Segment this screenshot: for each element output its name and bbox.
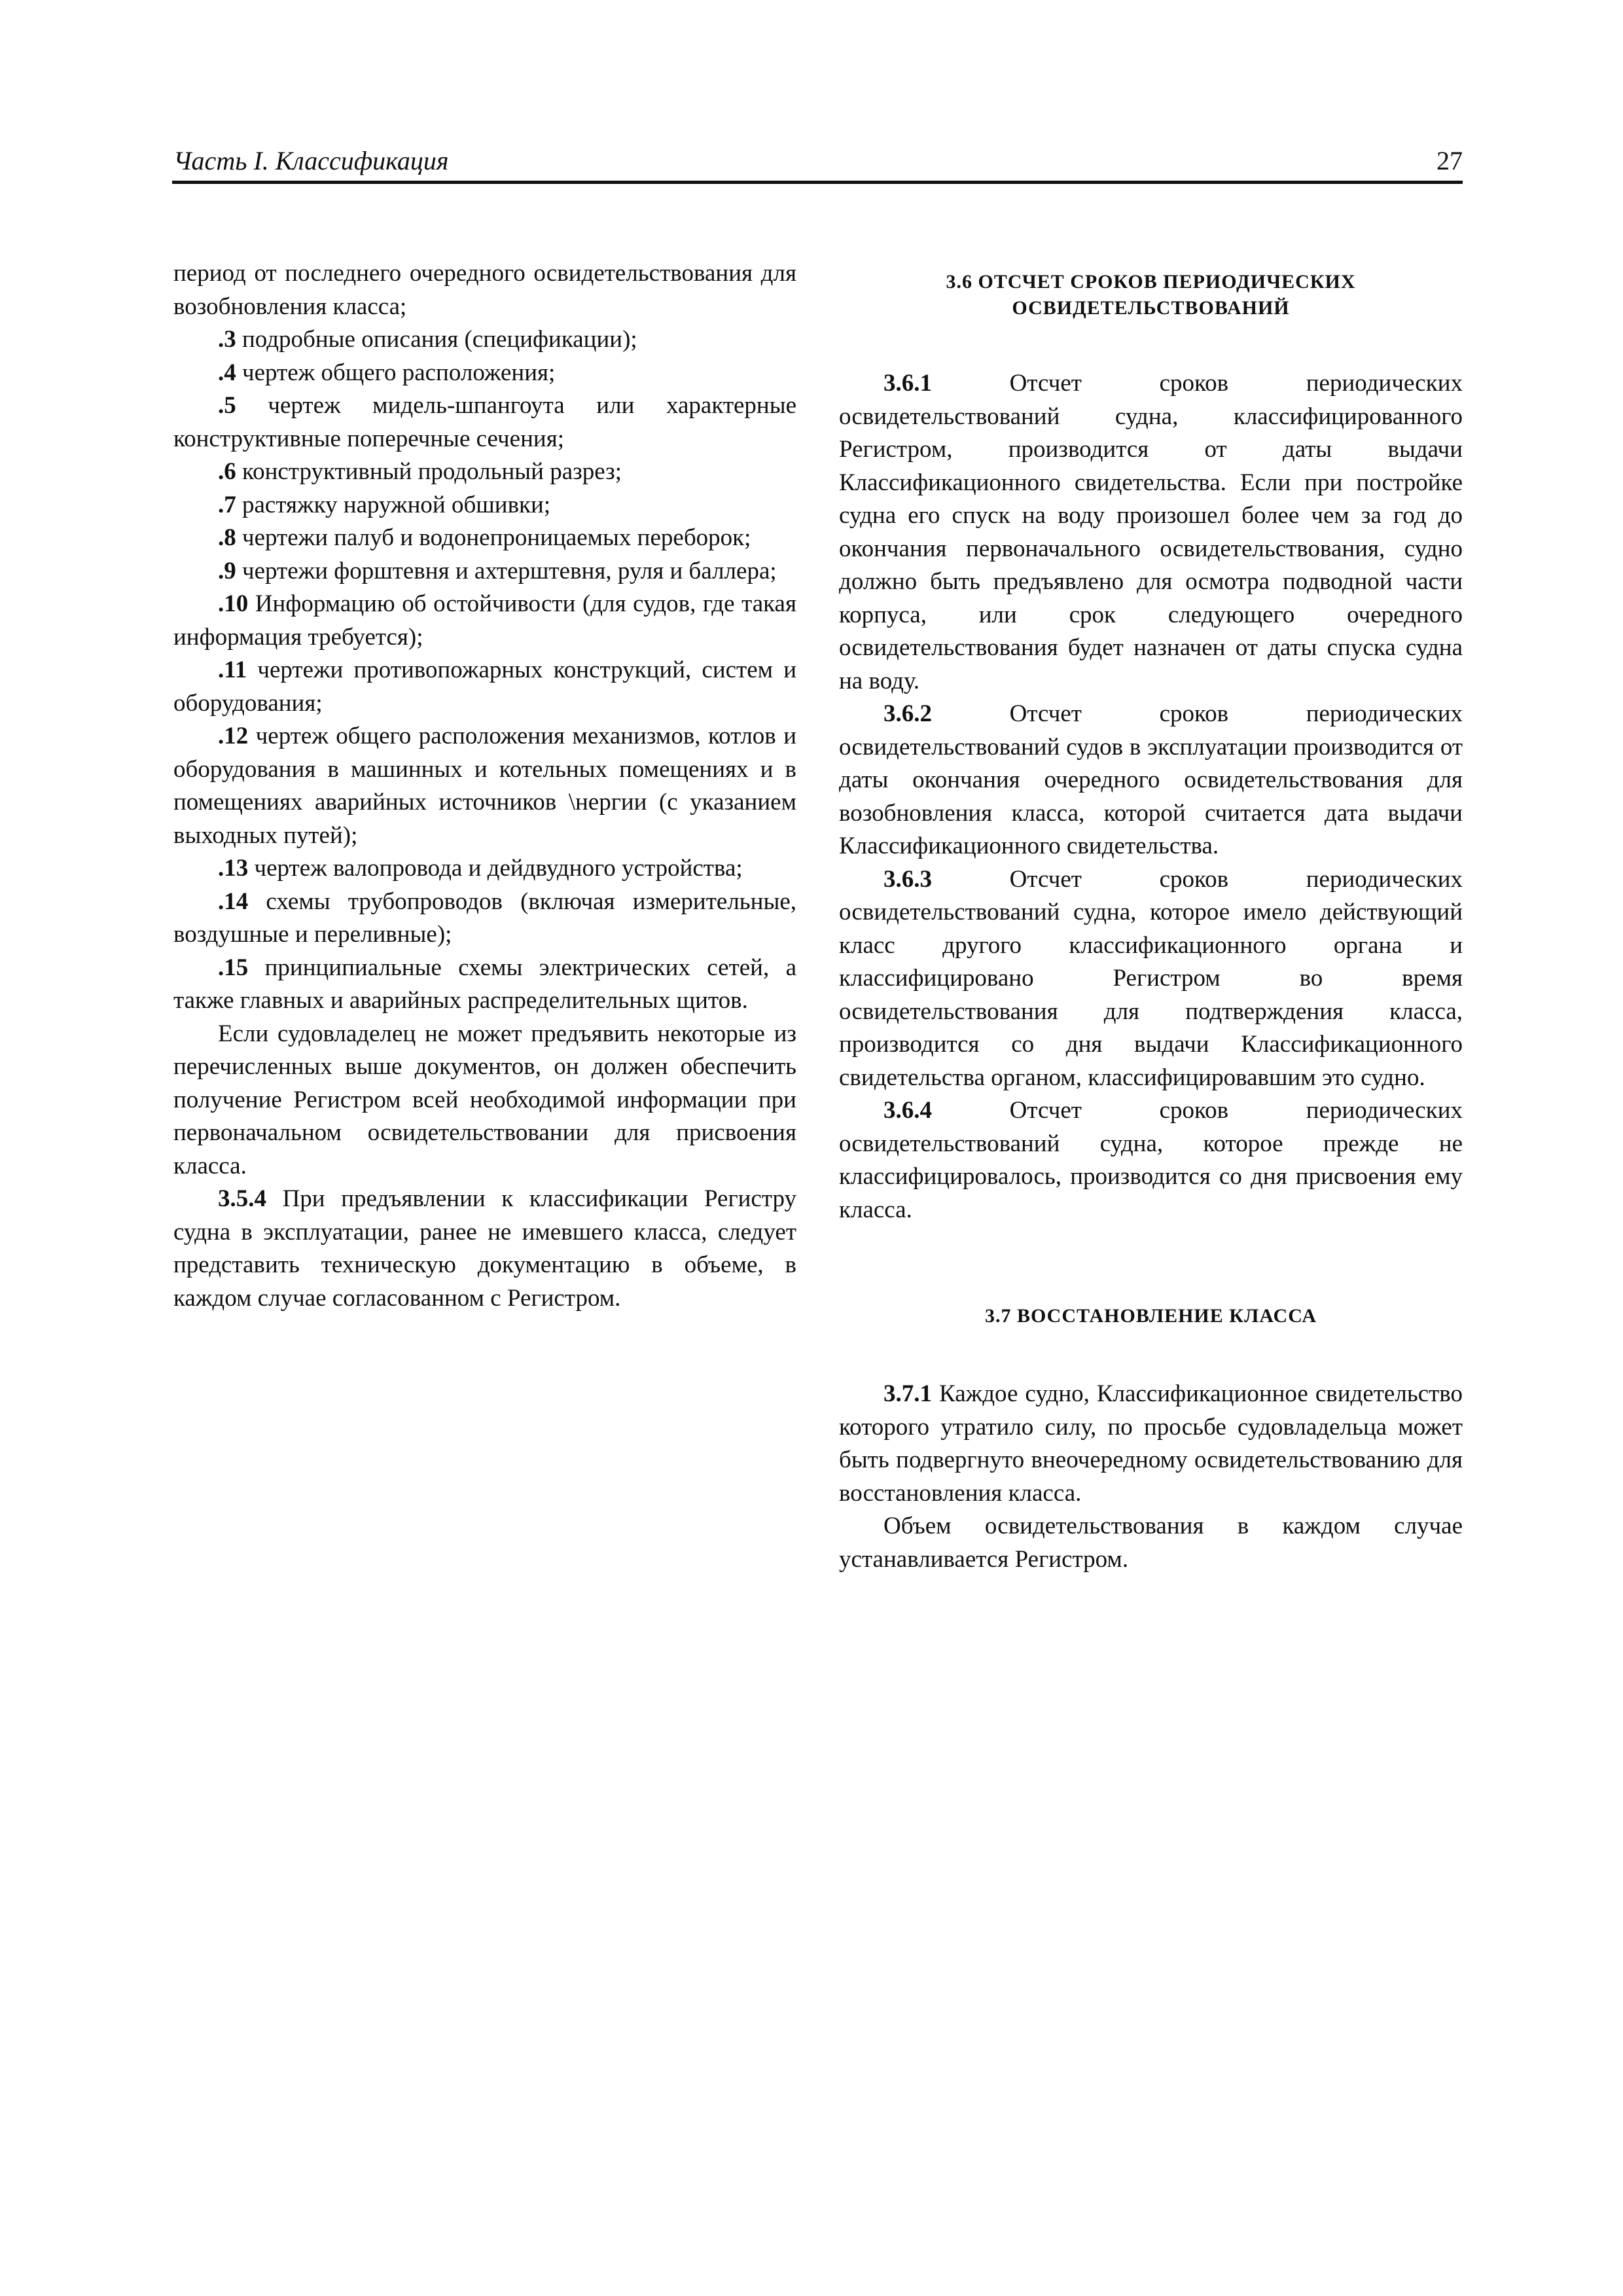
left-column [173,257,796,1315]
right-column [839,257,1463,1576]
list-item-4: .4 чертеж общего расположения; [218,359,556,386]
list-item-9: .9 чертежи форштевня и ахтерштевня, руля и баллера; [218,557,777,584]
section-heading-3-7: 3.7 ВОССТАНОВЛЕНИЕ КЛАССА [984,1305,1317,1327]
list-item-13: .13 чертеж валопровода и дейдвудного устройства; [218,855,743,882]
paragraph-owner: Если судовладелец не может предъявить некоторые из перечисленных выше документов, он должен обеспечить получение Регистром всей необходимой информации при первоначальном освидетельствовании для присвоения класса. [173,1020,796,1179]
paragraph-3-6-4: 3.6.4 Отсчет сроков периодических освидетельствований судна, которое прежде не классифицировалось, производится со дня присвоения ему класса. [839,1097,1463,1223]
list-item-14: .14 схемы трубопроводов (включая измерительные, воздушные и переливные); [173,888,796,948]
header-title: Часть I. Классификация [173,146,449,175]
paragraph-3-7-scope: Объем освидетельствования в каждом случае устанавливается Регистром. [839,1513,1463,1573]
list-item-11: .11 чертежи противопожарных конструкций, систем и оборудования; [173,656,796,717]
list-item-15: .15 принципиальные схемы электрических сетей, а также главных и аварийных распределительных щитов. [173,954,796,1014]
running-header [172,143,1463,184]
paragraph-3-6-3: 3.6.3 Отсчет сроков периодических освидетельствований судна, которое имело действующий класс другого классификационного органа и классифицировано Регистром во время освидетельствования для подтверждения класса, производится со дня выдачи Классификационного свидетельства органом, классифицировавшим это судно. [839,865,1463,1091]
paragraph-3-6-2: 3.6.2 Отсчет сроков периодических освидетельствований судов в эксплуатации производится от даты окончания очередного освидетельствования для возобновления класса, которой считается дата выдачи Классификационного свидетельства. [839,700,1463,859]
list-item-12: .12 чертеж общего расположения механизмов, котлов и оборудования в машинных и котельных помещениях и в помещениях аварийных источников \нергии (с указанием выходных путей); [173,723,796,849]
section-heading-3-6: 3.6 ОТСЧЕТ СРОКОВ ПЕРИОДИЧЕСКИХ ОСВИДЕТЕЛЬСТВОВАНИЙ [946,271,1356,319]
page-number: 27 [1436,146,1463,175]
paragraph-3-5-4: 3.5.4 При предъявлении к классификации Регистру судна в эксплуатации, ранее не имевшего класса, следует представить техническую документацию в объеме, в каждом случае согласованном с Регистром. [173,1185,796,1312]
paragraph-continuation: период от последнего очередного освидетельствования для возобновления класса; [173,260,796,320]
list-item-8: .8 чертежи палуб и водонепроницаемых переборок; [218,524,751,551]
list-item-10: .10 Информацию об остойчивости (для судов, где такая информация требуется); [173,590,796,651]
paragraph-3-7-1: 3.7.1 Каждое судно, Классификационное свидетельство которого утратило силу, по просьбе судовладельца может быть подвергнуто внеочередному освидетельствованию для восстановления класса. [839,1380,1463,1507]
paragraph-3-6-1: 3.6.1 Отсчет сроков периодических освидетельствований судна, классифицированного Регистром, производится от даты выдачи Классификационного свидетельства. Если при постройке судна его спуск на воду произошел более чем за год до окончания первоначального освидетельствования, судно должно быть предъявлено для осмотра подводной части корпуса, или срок следующего очередного освидетельствования будет назначен от даты спуска судна на воду. [839,370,1463,694]
list-item-6: .6 конструктивный продольный разрез; [218,458,622,485]
list-item-7: .7 растяжку наружной обшивки; [218,491,551,518]
list-item-3: .3 подробные описания (спецификации); [218,326,637,353]
list-item-5: .5 чертеж мидель-шпангоута или характерные конструктивные поперечные сечения; [173,392,796,452]
